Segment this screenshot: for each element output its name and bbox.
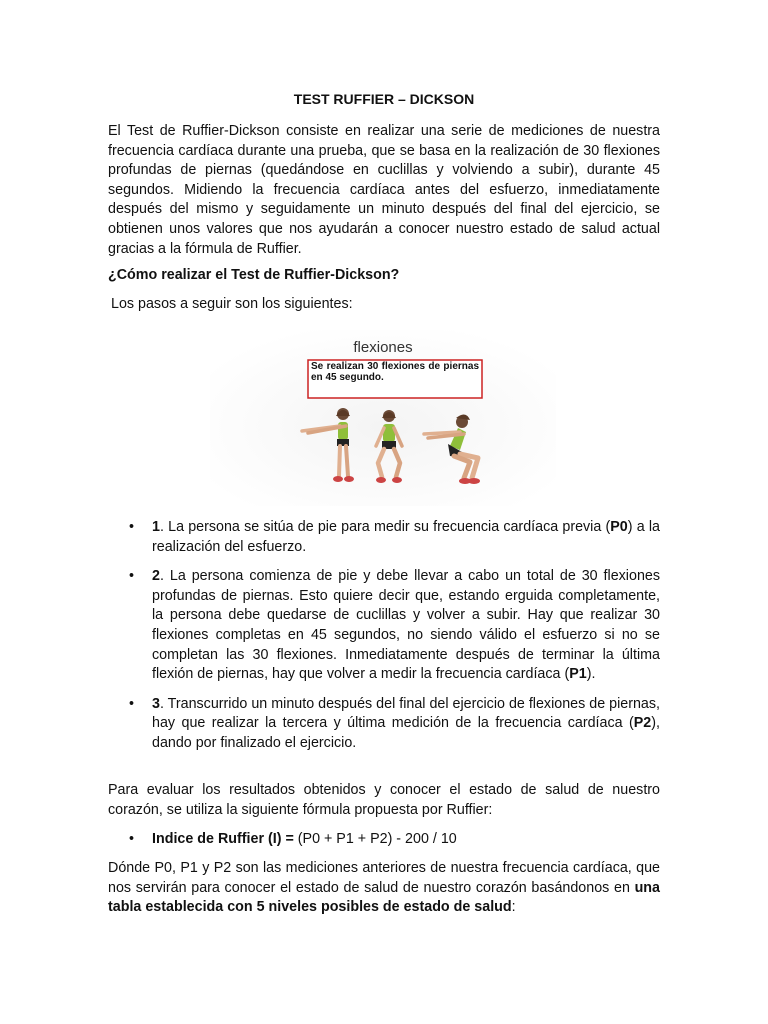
closing-text: Dónde P0, P1 y P2 son las mediciones anteriores de nuestra frecuencia cardíaca, que nos servirán para conocer el estado de salud de nuestro corazón basándonos en: [108, 860, 660, 896]
bullet-icon: •: [129, 568, 135, 585]
step-number: 3: [152, 695, 160, 712]
step-text-end: ).: [586, 666, 596, 683]
page-title: TEST RUFFIER – DICKSON: [293, 91, 475, 107]
step-measure: P1: [569, 666, 587, 683]
step-measure: P0: [610, 519, 628, 535]
step-text-end: ), dando por finalizado el ejercicio.: [152, 715, 660, 751]
bullet-icon: •: [129, 519, 135, 535]
squat-illustration: [210, 330, 556, 506]
step-number: 1: [152, 519, 160, 535]
closing-bold-text: una tabla establecida con 5 niveles posibles de estado de salud: [108, 879, 660, 916]
formula-item: [108, 830, 660, 850]
list-item: [108, 518, 660, 557]
formula-label: Indice de Ruffier (I) =: [152, 831, 294, 847]
figure-caption: Se realizan 30 flexiones de piernas en 45 segundo.: [311, 361, 479, 383]
closing-end: :: [511, 899, 516, 916]
steps-list: [108, 518, 660, 764]
step-text: . La persona comienza de pie y debe llevar a cabo un total de 30 flexiones profundas de piernas. Esto quiere decir que, estando erguida completamente, la persona debe quedarse de cuclillas y volver a subir. Hay que realizar 30 flexiones completas en 45 segundos, no siendo válido el esfuerzo si no se completan las 30 flexiones. Inmediatamente después de terminar la última flexión de piernas, hay que volver a medir la frecuencia cardíaca (: [152, 568, 660, 683]
closing-paragraph: [108, 859, 660, 918]
bullet-icon: •: [129, 695, 135, 712]
how-heading: ¿Cómo realizar el Test de Ruffier-Dickson?: [108, 267, 400, 283]
bullet-icon: •: [129, 831, 135, 847]
step-text: . Transcurrido un minuto después del final del ejercicio de flexiones de piernas, hay que realizar la tercera y última medición de la frecuencia cardíaca (: [152, 695, 660, 732]
squats-figure: [210, 330, 556, 506]
figure-title: flexiones: [353, 339, 413, 356]
list-item: [108, 567, 660, 685]
step-text: . La persona se sitúa de pie para medir su frecuencia cardíaca previa (: [159, 519, 611, 535]
formula-expression: (P0 + P1 + P2) - 200 / 10: [293, 831, 457, 847]
intro-paragraph: El Test de Ruffier-Dickson consiste en realizar una serie de mediciones de nuestra frecuencia cardíaca durante una prueba, que se basa en la realización de 30 flexiones profundas de piernas (quedándose en cuclillas y volviendo a subir), durante 45 segundos. Midiendo la frecuencia cardíaca antes del esfuerzo, inmediatamente después del mismo y seguidamente un minuto después del final del ejercicio, se obtienen unos valores que nos ayudarán a conocer nuestro estado de salud actual gracias a la fórmula de Ruffier.: [108, 123, 660, 257]
step-number: 2: [152, 568, 160, 585]
list-item: [108, 695, 660, 754]
evaluation-paragraph: Para evaluar los resultados obtenidos y conocer el estado de salud de nuestro corazón, se utiliza la siguiente fórmula propuesta por Ruffier:: [108, 782, 660, 818]
steps-lead-text: Los pasos a seguir son los siguientes:: [111, 296, 353, 312]
step-text-end: ) a la realización del esfuerzo.: [152, 519, 660, 555]
step-measure: P2: [633, 715, 652, 732]
